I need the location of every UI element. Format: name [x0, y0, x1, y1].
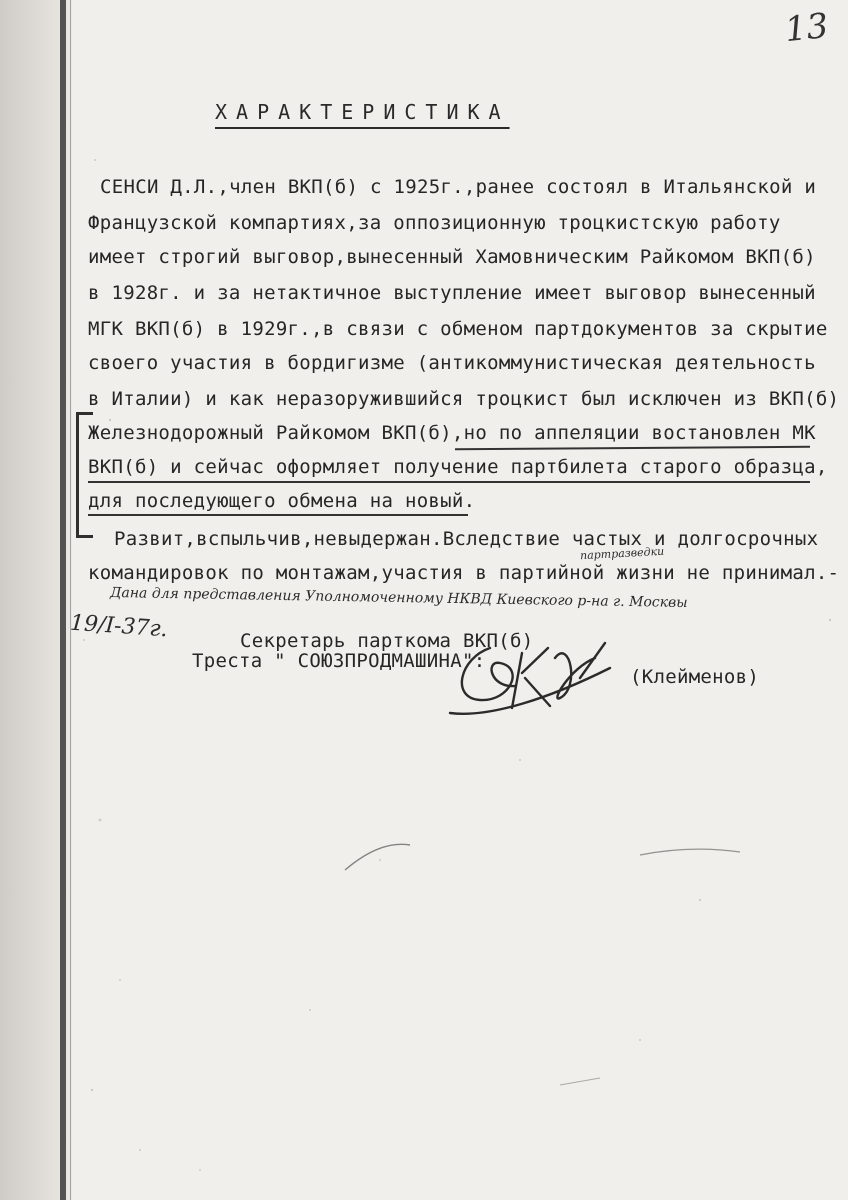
- signatory-name: (Клейменов): [630, 666, 760, 688]
- body-line-9: ВКП(б) и сейчас оформляет получение партбилета старого образца,: [88, 456, 828, 478]
- body-line-2: Французской компартиях,за оппозиционную троцкистскую работу: [88, 212, 781, 234]
- underline-mark-2: [88, 481, 810, 483]
- body-line-6: своего участия в бордигизме (антикоммунистическая деятельность: [88, 352, 816, 374]
- page-number: 13: [782, 5, 830, 51]
- body-line-4: в 1928г. и за нетактичное выступление имеет выговор вынесенный: [88, 282, 816, 304]
- signature-title-line-1: Секретарь парткома ВКП(б): [240, 630, 534, 652]
- handwritten-insert: партразведки: [579, 544, 665, 563]
- underline-mark-3: [88, 514, 468, 516]
- second-paragraph-line-1: Развит,вспыльчив,невыдержан.Вследствие частых и долгосрочных: [114, 528, 819, 550]
- body-line-3: имеет строгий выговор,вынесенный Хамовническим Райкомом ВКП(б): [88, 246, 816, 268]
- handwritten-date: 19/I-37г.: [69, 610, 169, 643]
- body-line-5: МГК ВКП(б) в 1929г.,в связи с обменом партдокументов за скрытие: [88, 318, 828, 340]
- handwritten-signature: [430, 628, 620, 728]
- binding-edge: [60, 0, 66, 1200]
- body-line-10: для последующего обмена на новый.: [88, 490, 476, 512]
- second-paragraph-line-2: командировок по монтажам,участия в партийной жизни не принимал.-: [88, 562, 840, 584]
- body-line-8: Железнодорожный Райкомом ВКП(б),но по аппеляции востановлен МК: [88, 422, 816, 444]
- body-line-1: СЕНСИ Д.Л.,член ВКП(б) с 1925г.,ранее состоял в Итальянской и: [100, 176, 817, 198]
- handwritten-note: Дана для представления Уполномоченному НКВД Киевского р-на г. Москвы: [109, 584, 688, 612]
- underline-mark-1: [455, 446, 810, 450]
- margin-bracket-mark: [76, 412, 93, 538]
- body-line-7: в Италии) и как неразоружившийся троцкист был исключен из ВКП(б): [88, 388, 840, 410]
- signature-title-line-2: Треста " СОЮЗПРОДМАШИНА":: [192, 650, 486, 672]
- binding-edge-secondary: [70, 0, 71, 1200]
- document-title: ХАРАКТЕРИСТИКА: [215, 100, 510, 124]
